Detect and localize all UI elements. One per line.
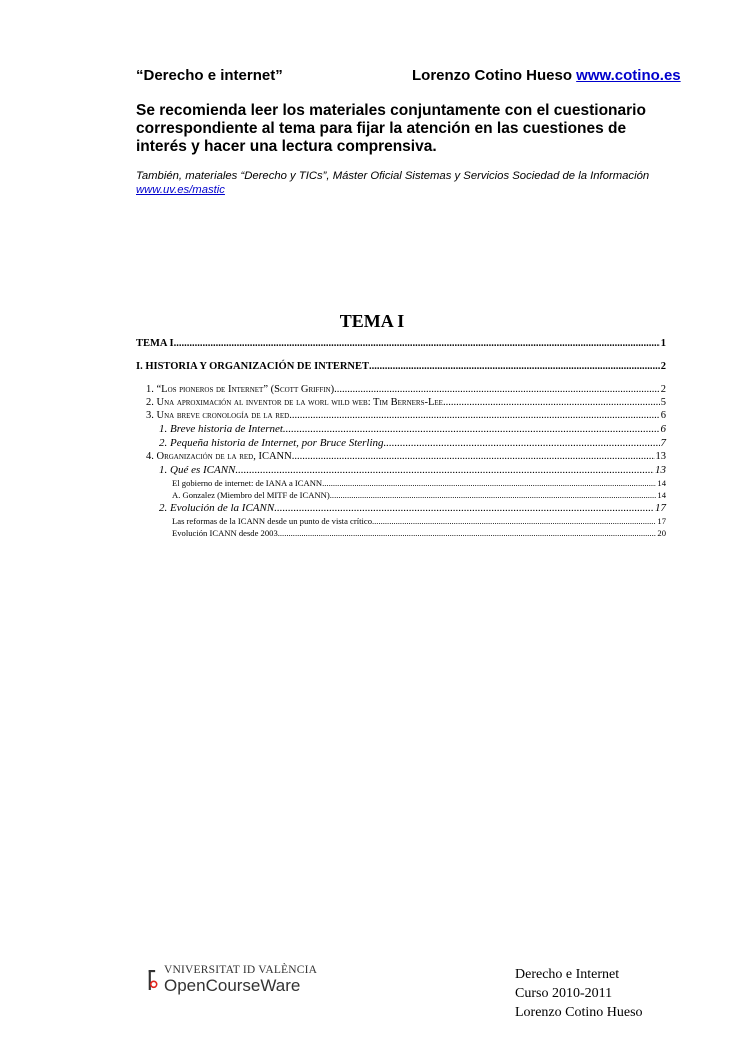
mastic-link[interactable]: www.uv.es/mastic xyxy=(136,184,225,196)
toc-entry-page: 6 xyxy=(660,410,666,421)
header-author-line xyxy=(412,67,681,84)
footer-author: Lorenzo Cotino Hueso xyxy=(515,1005,643,1020)
tema-heading: TEMA I xyxy=(339,311,405,331)
toc-entry-page: 17 xyxy=(655,502,666,514)
header-website-link[interactable]: www.cotino.es xyxy=(576,67,681,84)
toc-entry[interactable] xyxy=(136,502,666,516)
also-materials-text: También, materiales “Derecho y TICs”, Máster Oficial Sistemas y Servicios Sociedad de la Información xyxy=(136,170,650,182)
toc-entry-title: 4. Organización de la red, ICANN xyxy=(146,451,292,462)
toc-entry-title: El gobierno de internet: de IANA a ICANN xyxy=(172,478,323,488)
university-logo xyxy=(148,964,318,998)
toc-entry-page: 14 xyxy=(657,478,666,488)
toc-entry-page: 5 xyxy=(660,397,666,408)
toc-entry-title: 1. “Los pioneros de Internet” (Scott Griffin) xyxy=(146,384,335,395)
toc-entry[interactable] xyxy=(136,490,666,502)
logo-opencourseware: OpenCourseWare xyxy=(164,976,301,995)
footer-info xyxy=(515,965,643,1022)
document-title: “Derecho e internet” xyxy=(136,67,283,84)
toc-entry-page: 13 xyxy=(655,464,666,476)
logo-mark-icon xyxy=(148,966,158,994)
toc-entry-page: 14 xyxy=(657,490,666,500)
toc-entry-page: 7 xyxy=(660,437,666,449)
toc-entry-page: 2 xyxy=(660,384,666,395)
toc-entry[interactable] xyxy=(136,451,666,464)
toc-entry[interactable] xyxy=(136,410,666,423)
toc-entry-page: 20 xyxy=(657,528,666,538)
recommendation-text: Se recomienda leer los materiales conjuntamente con el cuestionario correspondiente al tema para fijar la atención en las cuestiones de interés y hacer una lectura comprensiva. xyxy=(136,102,646,155)
footer-year: Curso 2010-2011 xyxy=(515,986,613,1001)
header-author: Lorenzo Cotino Hueso xyxy=(412,67,572,84)
toc-entry[interactable] xyxy=(136,338,666,352)
toc-entry-title: 1. Breve historia de Internet xyxy=(159,423,283,435)
toc-entry-title: I. HISTORIA Y ORGANIZACIÓN DE INTERNET xyxy=(136,361,369,372)
toc-entry[interactable] xyxy=(136,384,666,397)
toc-entry-title: Evolución ICANN desde 2003 xyxy=(172,528,278,538)
toc-entry[interactable] xyxy=(136,464,666,478)
toc-entry[interactable] xyxy=(136,397,666,410)
toc-entry-title: 2. Evolución de la ICANN xyxy=(159,502,275,514)
toc-entry[interactable] xyxy=(136,423,666,437)
table-of-contents xyxy=(136,338,666,540)
toc-entry[interactable] xyxy=(136,516,666,528)
toc-entry[interactable] xyxy=(136,361,666,375)
toc-entry[interactable] xyxy=(136,478,666,490)
toc-entry-title: 1. Qué es ICANN xyxy=(159,464,236,476)
toc-entry-title: A. Gonzalez (Miembro del MITF de ICANN) xyxy=(172,490,330,500)
toc-entry-title: 2. Una aproximación al inventor de la worl wild web: Tim Berners-Lee xyxy=(146,397,443,408)
toc-entry[interactable] xyxy=(136,528,666,540)
toc-entry-page: 1 xyxy=(660,338,666,349)
logo-university-name: VNIVERSITAT ID VALÈNCIA xyxy=(164,964,318,976)
also-materials xyxy=(136,169,676,197)
toc-entry-page: 17 xyxy=(657,516,666,526)
toc-entry-title: 3. Una breve cronología de la red xyxy=(146,410,290,421)
toc-entry-page: 6 xyxy=(660,423,666,435)
toc-entry-title: TEMA I xyxy=(136,338,174,349)
toc-entry-title: 2. Pequeña historia de Internet, por Bruce Sterling xyxy=(159,437,384,449)
toc-entry-page: 13 xyxy=(655,451,666,462)
toc-entry-title: Las reformas de la ICANN desde un punto de vista crítico xyxy=(172,516,372,526)
toc-entry[interactable] xyxy=(136,437,666,451)
footer-course: Derecho e Internet xyxy=(515,967,620,982)
toc-entry-page: 2 xyxy=(660,361,666,372)
